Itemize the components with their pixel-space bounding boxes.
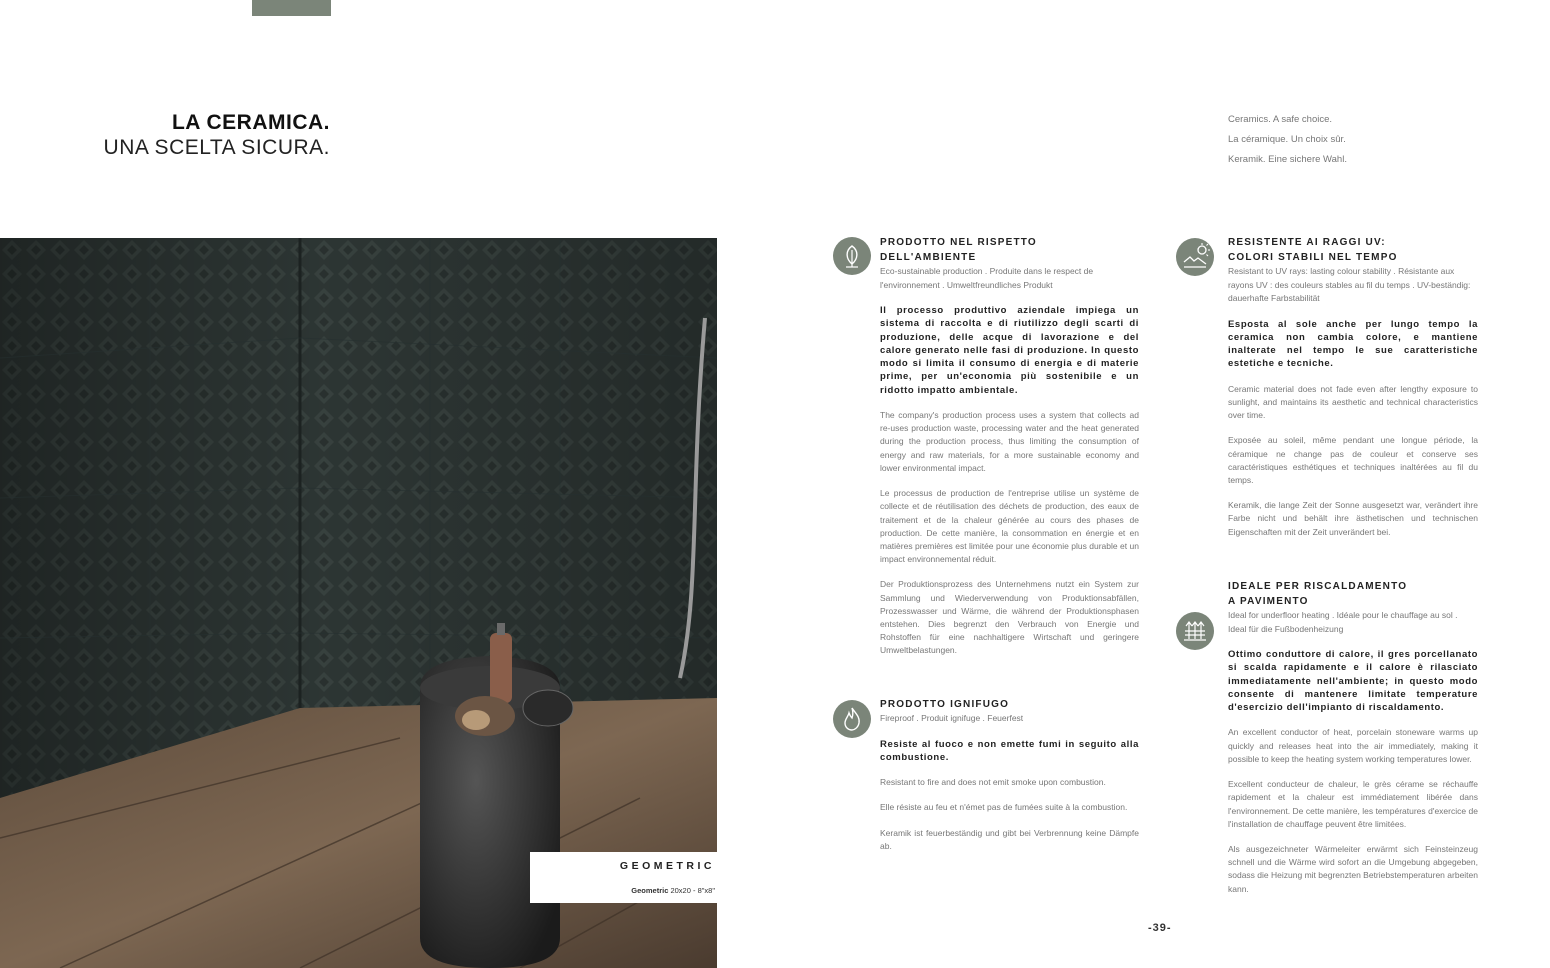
page-title <box>104 110 330 160</box>
section-ignifugo <box>880 697 1139 853</box>
section-ambiente-fr: Le processus de production de l'entreprise utilise un système de collecte et de réutilisation des déchets de production, des eaux de traitement et de la chaleur générée au cours des phases de production. De cette manière, la consommation en énergie et en matières premières est limitée pour une économie plus durable et un impact environnemental réduit. <box>880 488 1139 565</box>
product-name: Geometric <box>631 886 669 895</box>
section-ambiente-en: The company's production process uses a system that collects ad re-uses production waste, processing water and the heat generated during the production process, thus limiting the consumption of energy and raw materials, for a more sustainable economy and lower environmental impact. <box>880 410 1139 473</box>
section-uv-de: Keramik, die lange Zeit der Sonne ausgesetzt war, verändert ihre Farbe nicht und behält ihre ästhetischen und technischen Eigenschaften mit der Zeit unverändert bei. <box>1228 500 1478 537</box>
page-title-bold: LA CERAMICA. <box>171 111 330 134</box>
section-ambiente-de: Der Produktionsprozess des Unternehmens nutzt ein System zur Sammlung und Wiederverwendung von Produktionsabfällen, Prozesswasser und Wärme, die während der Produktionsphasen entstehen. Dies begrenzt den Verbrauch von Energie und Rohstoffen für eine nachhaltigere Wirtschaft und geringere Umweltbelastungen. <box>880 579 1139 656</box>
page-number: -39- <box>1148 922 1172 934</box>
section-ignifugo-subtitle: Fireproof . Produit ignifuge . Feuerfest <box>880 713 1024 723</box>
section-riscaldamento-fr: Excellent conducteur de chaleur, le grès cérame se réchauffe rapidement et la chaleur est immédiatement libérée dans l'environnement. De cette manière, les températures d'exercice de l'installation de chauffage peuvent être limitées. <box>1228 779 1478 829</box>
underfloor-heating-icon <box>1176 612 1214 650</box>
section-uv-fr: Exposée au soleil, même pendant une longue période, la céramique ne change pas de couleur et conserve ses caractéristiques esthétiques et techniques inaltérées au fil du temps. <box>1228 435 1478 485</box>
title-translation-fr: La céramique. Un choix sûr. <box>1228 134 1346 145</box>
section-ignifugo-fr: Elle résiste au feu et n'émet pas de fumées suite à la combustion. <box>880 802 1128 813</box>
section-riscaldamento-de: Als ausgezeichneter Wärmeleiter erwärmt sich Feinsteinzeug schnell und die Wärme wird sofort an die Umgebung abgegeben, sodass die Heizung mit begrenzten Betriebstemperaturen arbeiten kann. <box>1228 843 1478 894</box>
product-size-label <box>631 886 715 895</box>
section-uv-subtitle: Resistant to UV rays: lasting colour stability . Résistante aux rayons UV : des couleurs stables au fil du temps . UV-beständig: dauerhafte Farbstabilität <box>1228 266 1471 303</box>
title-translation-en: Ceramics. A safe choice. <box>1228 114 1333 125</box>
collection-name: GEOMETRIC <box>619 860 715 872</box>
leaf-icon <box>833 237 871 275</box>
title-translation-de: Keramik. Eine sichere Wahl. <box>1228 154 1347 165</box>
section-riscaldamento-bold: Ottimo conduttore di calore, il gres porcellanato si scalda rapidamente e il calore è rilasciato immediatamente nell'ambiente; in questo modo consente di mantenere limitate temperature d'esercizio dell'impianto di riscaldamento. <box>1228 649 1478 714</box>
product-caption <box>530 852 717 903</box>
section-uv <box>1228 235 1478 539</box>
section-ambiente-title-1: PRODOTTO NEL RISPETTO <box>880 237 1037 248</box>
section-uv-en: Ceramic material does not fade even after lengthy exposure to sunlight, and maintains its aesthetic and technical characteristics over time. <box>1228 383 1478 421</box>
flame-icon <box>833 700 871 738</box>
section-riscaldamento-subtitle: Ideal for underfloor heating . Idéale pour le chauffage au sol . Ideal für die Fußbodenheizung <box>1228 610 1458 634</box>
product-size: 20x20 - 8"x8" <box>670 886 715 895</box>
section-ignifugo-en: Resistant to fire and does not emit smoke upon combustion. <box>880 777 1106 788</box>
title-translations <box>1228 110 1347 170</box>
section-ambiente <box>880 235 1139 658</box>
page-title-regular: UNA SCELTA SICURA. <box>103 136 330 159</box>
section-ignifugo-title: PRODOTTO IGNIFUGO <box>880 699 1010 710</box>
section-ambiente-bold: Il processo produttivo aziendale impiega un sistema di raccolta e di riutilizzo degli scarti di produzione, delle acque di lavorazione e del calore generato nelle fasi di produzione. In questo modo si limita il consumo di energia e di materie prime, per un'economia più sostenibile e un ridotto impatto ambientale. <box>880 305 1139 396</box>
sun-icon <box>1176 238 1214 276</box>
section-ambiente-title-2: DELL'AMBIENTE <box>880 252 977 263</box>
section-ignifugo-bold: Resiste al fuoco e non emette fumi in seguito alla combustione. <box>880 738 1139 763</box>
section-riscaldamento-en: An excellent conductor of heat, porcelain stoneware warms up quickly and releases heat into the air immediately, making it possible to keep the heating system working temperatures lower. <box>1228 727 1478 764</box>
section-uv-title-2: COLORI STABILI NEL TEMPO <box>1228 252 1398 263</box>
section-uv-title-1: RESISTENTE AI RAGGI UV: <box>1228 237 1386 248</box>
section-tab-marker <box>252 0 331 16</box>
section-riscaldamento <box>1228 579 1478 896</box>
section-ambiente-subtitle: Eco-sustainable production . Produite dans le respect de l'environnement . Umweltfreundliches Produkt <box>880 266 1094 290</box>
section-riscaldamento-title-2: A PAVIMENTO <box>1228 596 1309 607</box>
section-ignifugo-de: Keramik ist feuerbeständig und gibt bei Verbrennung keine Dämpfe ab. <box>880 827 1139 851</box>
section-riscaldamento-title-1: IDEALE PER RISCALDAMENTO <box>1228 581 1408 592</box>
section-uv-bold: Esposta al sole anche per lungo tempo la ceramica non cambia colore, e mantiene inalterate nel tempo le sue caratteristiche estetiche e tecniche. <box>1228 318 1478 370</box>
